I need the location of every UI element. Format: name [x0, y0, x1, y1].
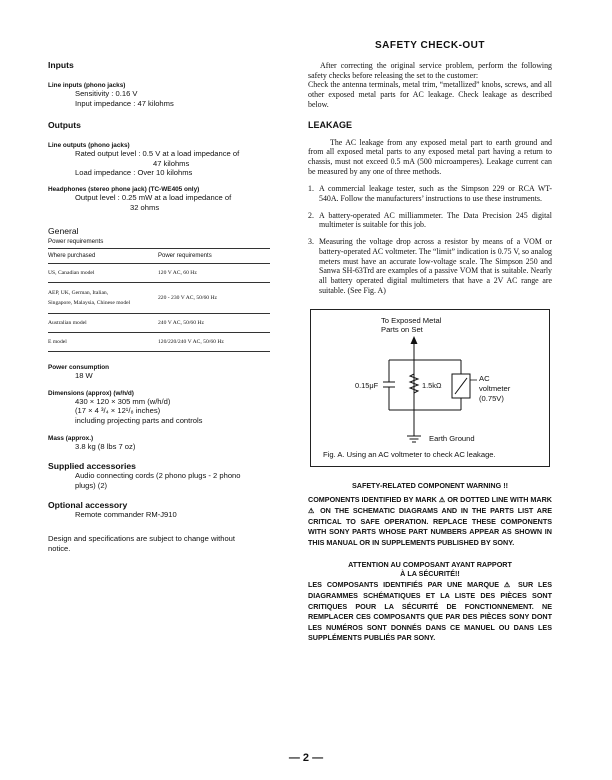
page-number: — 2 — — [288, 752, 324, 764]
table-cell-power: 120/220/240 V AC, 50/60 Hz — [158, 339, 224, 346]
intro-paragraph-2: Check the antenna terminals, metal trim, “metallized” knobs, screws, and all other exposed metal parts for AC leakage. Check leakage as described below. — [308, 80, 552, 109]
supplied-accessory-item: Audio connecting cords (2 phono plugs - 2 phono — [75, 471, 241, 481]
figure-top-label — [381, 316, 441, 334]
list-item-number: 2. — [308, 210, 314, 220]
table-row — [48, 264, 270, 283]
list-item-text: A battery-operated AC milliammeter. The Data Precision 245 digital multimeter is suitable for this job. — [319, 210, 552, 230]
intro-paragraph: After correcting the original service problem, perform the following safety checks before releasing the set to the customer: — [308, 61, 552, 80]
list-item-number: 3. — [308, 237, 314, 247]
page-title: SAFETY CHECK-OUT — [374, 40, 486, 51]
general-heading: General — [48, 226, 79, 237]
power-requirements-table — [48, 249, 270, 352]
dimensions-value: 430 × 120 × 305 mm (w/h/d) — [75, 396, 171, 406]
specifications-column — [48, 52, 284, 553]
figure-a-box — [310, 309, 550, 467]
optional-accessory-item: Remote commander RM-J910 — [75, 510, 177, 520]
earth-ground-label: Earth Ground — [429, 434, 475, 444]
mass-value: 3.8 kg (8 lbs 7 oz) — [75, 441, 136, 451]
table-cell-where: Australian model — [48, 320, 87, 327]
load-impedance-value: Load impedance : Over 10 kilohms — [75, 168, 193, 178]
line-outputs-label: Line outputs (phono jacks) — [48, 142, 130, 150]
list-item-text: Measuring the voltage drop across a resistor by means of a VOM or battery-operated AC voltmeter. The “limit” indication is 0.75 V, so analog meters must have an accurate low-voltage scale. The Simpson 250 and Sanwa SH-63Trd are examples of a passive VOM that is suitable. Nearly all battery operated digital multimeters that have a 2V AC range are suitable. (See Fig. A) — [319, 237, 552, 295]
safety-warning-text: COMPONENTS IDENTIFIED BY MARK ⚠ OR DOTTED LINE WITH MARK ⚠ ON THE SCHEMATIC DIAGRAMS AND IN THE PARTS LIST ARE CRITICAL TO SAFE OPERATION. REPLACE THESE COMPONENTS WITH SONY PARTS WHOSE PART NUMBERS APPEAR AS SHOWN IN THIS MANUAL OR IN SUPPLEMENTS PUBLISHED BY SONY. — [308, 495, 552, 547]
list-item — [308, 211, 552, 230]
dimensions-inches: (17 × 4 ³/₄ × 12¹/₈ inches) — [75, 406, 161, 416]
attention-title-cont: À LA SÉCURITÉ!! — [400, 569, 460, 579]
table-header-power: Power requirements — [158, 253, 212, 260]
table-cell-power: 120 V AC, 60 Hz — [158, 270, 197, 277]
table-row — [48, 283, 270, 314]
list-item-number: 1. — [308, 184, 314, 194]
methods-list — [308, 184, 552, 295]
supplied-accessory-item-cont: plugs) (2) — [75, 480, 108, 490]
resistor-label: 1.5kΩ — [422, 381, 442, 391]
list-item — [308, 184, 552, 203]
power-requirements-label: Power requirements — [48, 238, 104, 246]
power-consumption-value: 18 W — [75, 371, 93, 381]
meter-label-line: voltmeter — [479, 384, 511, 394]
mass-label: Mass (approx.) — [48, 434, 94, 442]
meter-label — [479, 374, 510, 404]
table-cell-power: 240 V AC, 50/60 Hz — [158, 320, 204, 327]
supplied-accessories-heading: Supplied accessories — [48, 461, 136, 472]
safety-checkout-column — [308, 40, 552, 644]
table-cell-power: 220 - 230 V AC, 50/60 Hz — [158, 295, 217, 302]
table-header-row — [48, 249, 270, 264]
optional-accessory-heading: Optional accessory — [48, 500, 128, 511]
list-item-text: A commercial leakage tester, such as the Simpson 229 or RCA WT-540A. Follow the manufacturers’ instructions to use these instruments. — [319, 184, 552, 204]
design-note: Design and specifications are subject to change without notice. — [48, 533, 236, 553]
list-item — [308, 237, 552, 295]
dimensions-label: Dimensions (approx) (w/h/d) — [48, 389, 134, 397]
inputs-heading: Inputs — [48, 60, 74, 70]
safety-warning-title: SAFETY-RELATED COMPONENT WARNING !! — [352, 481, 508, 491]
table-header-where: Where purchased — [48, 253, 96, 260]
figure-top-label-line: Parts on Set — [381, 325, 423, 335]
attention-text: LES COMPOSANTS IDENTIFIÉS PAR UNE MARQUE ⚠ SUR LES DIAGRAMMES SCHÉMATIQUES ET LA LISTE DES PIÈCES SONT CRITIQUES POUR LA SÉCURITÉ DE FONCTIONNEMENT. NE REMPLACER CES COMPOSANTS QUE PAR DES PIÈCES SONY DONT LES NUMÉROS SONT DONNÉS DANS CE MANUEL OU DANS LES SUPPLÉMENTS PUBLIÉS PAR SONY. — [308, 580, 552, 643]
attention-title: ATTENTION AU COMPOSANT AYANT RAPPORT — [348, 560, 512, 570]
leakage-heading: LEAKAGE — [308, 119, 353, 130]
table-cell-where: US, Canadian model — [48, 270, 95, 277]
rated-output-value-cont: 47 kilohms — [153, 158, 190, 168]
leakage-paragraph: The AC leakage from any exposed metal part to earth ground and from all exposed metal parts to any exposed metal part having a return to chassis, must not exceed 0.5 mA (500 microamperes). Leakage current can be measured by any one of three methods. — [308, 137, 552, 176]
table-cell-where-cont: Singapore, Malaysia, Chinese model — [48, 300, 131, 307]
table-cell-where: AEP, UK, German, Italian, — [48, 290, 109, 297]
figure-caption: Fig. A. Using an AC voltmeter to check AC leakage. — [323, 450, 496, 460]
input-impedance-value: Input impedance : 47 kilohms — [75, 98, 174, 108]
table-cell-where: E model — [48, 339, 67, 346]
meter-label-line: AC — [479, 374, 490, 384]
sensitivity-value: Sensitivity : 0.16 V — [75, 89, 138, 98]
meter-label-line: (0.75V) — [479, 394, 504, 404]
figure-top-label-line: To Exposed Metal — [381, 316, 442, 326]
table-row — [48, 333, 270, 352]
outputs-heading: Outputs — [48, 120, 81, 131]
rated-output-value: Rated output level : 0.5 V at a load impedance of — [75, 149, 240, 159]
dimensions-note: including projecting parts and controls — [75, 415, 203, 425]
power-consumption-label: Power consumption — [48, 364, 110, 372]
headphones-label: Headphones (stereo phone jack) (TC-WE405 only) — [48, 185, 200, 193]
line-inputs-label: Line inputs (phono jacks) — [48, 82, 126, 89]
table-row — [48, 314, 270, 333]
headphones-output-value: Output level : 0.25 mW at a load impedance of — [75, 192, 232, 202]
headphones-output-value-cont: 32 ohms — [130, 202, 160, 212]
capacitor-label: 0.15μF — [355, 381, 379, 391]
